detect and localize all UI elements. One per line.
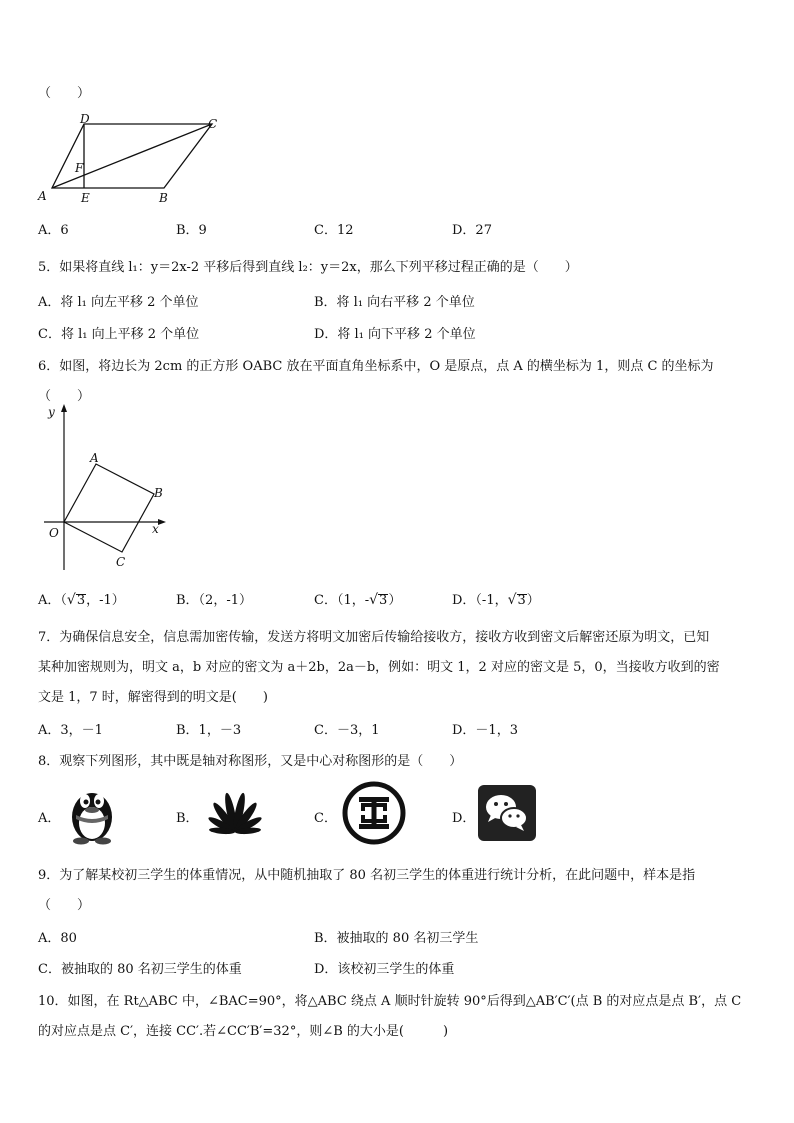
q7-option-c: C．－3，1 [314,723,380,738]
q7-option-d: D．－1，3 [452,723,518,738]
penguin-logo-icon [64,781,120,845]
label-e: E [81,191,90,205]
label-c: C [116,555,126,569]
q5-option-c: C．将 l₁ 向上平移 2 个单位 [38,327,200,342]
q9-stem: 9．为了解某校初三学生的体重情况，从中随机抽取了 80 名初三学生的体重进行统计分析，在此问题中，样本是指 [38,868,696,883]
q7-stem-line1: 7．为确保信息安全，信息需加密传输，发送方将明文加密后传输给接收方，接收方收到密文后解密还原为明文，已知 [38,630,710,645]
q4-option-a: A．6 [38,223,69,238]
q8-option-c: C． [314,811,337,826]
label-f: F [75,161,84,175]
q6-option-d: D．（-1，√3） [452,592,540,608]
label-a: A [38,189,47,203]
q5-option-d: D．将 l₁ 向下平移 2 个单位 [314,327,476,342]
q10-stem-line2: 的对应点是点 C′，连接 CC′.若∠CC′B′=32°，则∠B 的大小是( ) [38,1024,449,1039]
q9-option-d: D．该校初三学生的体重 [314,962,455,977]
label-y: y [48,405,55,419]
q5-option-a: A．将 l₁ 向左平移 2 个单位 [38,295,199,310]
q6-stem: 6．如图，将边长为 2cm 的正方形 OABC 放在平面直角坐标系中，O 是原点，点 A 的横坐标为 1，则点 C 的坐标为 [38,359,714,374]
q8-option-a: A． [38,811,61,826]
label-b: B [159,191,168,205]
label-c: C [208,117,218,131]
q5-stem: 5．如果将直线 l₁：y＝2x-2 平移后得到直线 l₂：y＝2x，那么下列平移过程正确的是（ ） [38,260,578,275]
wechat-logo-icon [478,785,536,841]
q4-parallelogram-figure [34,112,234,208]
q6-option-c: C．（1，-√3） [314,592,402,608]
y-axis-arrow [61,404,67,412]
q6-option-a: A．（√3，-1） [38,592,125,608]
label-o: O [49,526,59,540]
q7-option-a: A．3，－1 [38,723,103,738]
q4-option-b: B．9 [176,223,207,238]
q4-answer-paren: （ ） [38,86,91,101]
q6-coordinate-figure [34,400,174,580]
label-b: B [154,486,163,500]
q9-option-b: B．被抽取的 80 名初三学生 [314,931,479,946]
x-axis-arrow [158,519,166,525]
label-d: D [80,112,90,126]
icbc-logo-icon [342,781,406,845]
q7-stem-line3: 文是 1，7 时，解密得到的明文是( ) [38,690,268,705]
q9-option-c: C．被抽取的 80 名初三学生的体重 [38,962,242,977]
q9-answer-paren: （ ） [38,898,91,913]
q7-option-b: B．1，－3 [176,723,242,738]
label-x: x [152,522,159,536]
q7-stem-line2: 某种加密规则为，明文 a，b 对应的密文为 a＋2b，2a－b，例如：明文 1，2 对应的密文是 5，0，当接收方收到的密 [38,660,720,675]
q8-stem: 8．观察下列图形，其中既是轴对称图形，又是中心对称图形的是（ ） [38,754,463,769]
q5-option-b: B．将 l₁ 向右平移 2 个单位 [314,295,475,310]
q8-option-d: D． [452,811,476,826]
q6-answer-paren: （ ） [38,389,91,404]
q4-option-d: D．27 [452,223,492,238]
q6-option-b: B．（2，-1） [176,593,252,608]
q8-option-b: B． [176,811,199,826]
label-a: A [90,451,99,465]
huawei-logo-icon [202,788,268,838]
q10-stem-line1: 10．如图，在 Rt△ABC 中，∠BAC=90°，将△ABC 绕点 A 顺时针旋转 90°后得到△AB′C′(点 B 的对应点是点 B′，点 C [38,994,742,1009]
q4-option-c: C．12 [314,223,354,238]
q9-option-a: A．80 [38,931,77,946]
square-oabc [64,464,154,552]
